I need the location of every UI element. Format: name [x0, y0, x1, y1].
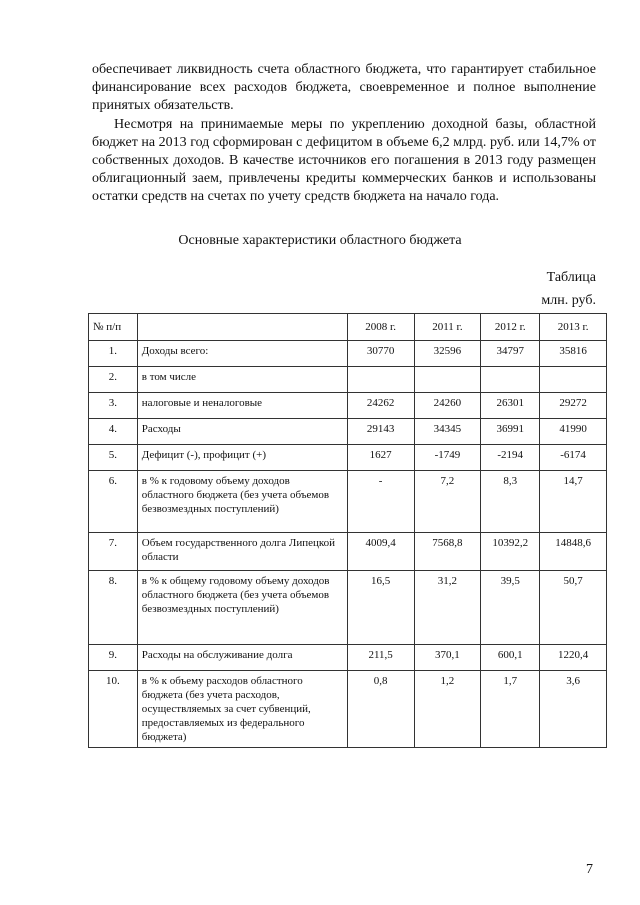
cell-name: Расходы на обслуживание долга: [137, 645, 347, 671]
cell-number: 9.: [89, 645, 138, 671]
page-number: 7: [586, 862, 593, 877]
cell-2011: 34345: [414, 419, 481, 445]
cell-number: 3.: [89, 393, 138, 419]
cell-name: Расходы: [137, 419, 347, 445]
table-units: млн. руб.: [541, 293, 596, 308]
cell-2013: 14848,6: [540, 533, 607, 571]
cell-2013: 1220,4: [540, 645, 607, 671]
header-2012: 2012 г.: [481, 314, 540, 341]
table-row: [89, 645, 607, 671]
body-paragraph-2: Несмотря на принимаемые меры по укреплению доходной базы, областной бюджет на 2013 год сформирован с дефицитом в объеме 6,2 млрд. руб. или 14,7% от собственных доходов. В качестве источников его погашения в 2013 году размещен облигационный заем, привлечены кредиты коммерческих банков и использованы остатки средств на счетах по учету средств бюджета на начало года.: [92, 117, 596, 204]
cell-name: в том числе: [137, 367, 347, 393]
table-row: [89, 571, 607, 645]
cell-2012: 1,7: [481, 671, 540, 748]
cell-2013: 35816: [540, 341, 607, 367]
header-number: № п/п: [89, 314, 138, 341]
cell-2008: 1627: [347, 445, 414, 471]
cell-number: 2.: [89, 367, 138, 393]
table-row: [89, 419, 607, 445]
cell-2013: -6174: [540, 445, 607, 471]
cell-2012: 600,1: [481, 645, 540, 671]
cell-2011: 7,2: [414, 471, 481, 533]
cell-2013: 14,7: [540, 471, 607, 533]
body-paragraph-1: обеспечивает ликвидность счета областного бюджета, что гарантирует стабильное финансирование всех расходов бюджета, своевременное и полное выполнение принятых обязательств.: [92, 62, 596, 113]
table-row: [89, 533, 607, 571]
cell-number: 4.: [89, 419, 138, 445]
cell-name: в % к общему годовому объему доходов областного бюджета (без учета объемов безвозмездных поступлений): [137, 571, 347, 645]
cell-2011: 31,2: [414, 571, 481, 645]
cell-2011: [414, 367, 481, 393]
table-caption: Таблица: [546, 270, 596, 285]
cell-2012: [481, 367, 540, 393]
cell-2011: 7568,8: [414, 533, 481, 571]
header-2011: 2011 г.: [414, 314, 481, 341]
cell-number: 5.: [89, 445, 138, 471]
cell-2013: 29272: [540, 393, 607, 419]
cell-2012: 39,5: [481, 571, 540, 645]
cell-number: 6.: [89, 471, 138, 533]
header-2013: 2013 г.: [540, 314, 607, 341]
cell-2012: 36991: [481, 419, 540, 445]
table-row: [89, 671, 607, 748]
cell-number: 10.: [89, 671, 138, 748]
cell-name: в % к объему расходов областного бюджета (без учета расходов, осуществляемых за счет субвенций, предоставляемых из федерального бюджета): [137, 671, 347, 748]
cell-name: Дефицит (-), профицит (+): [137, 445, 347, 471]
cell-2013: 50,7: [540, 571, 607, 645]
cell-2008: 0,8: [347, 671, 414, 748]
cell-2013: 41990: [540, 419, 607, 445]
table-row: [89, 393, 607, 419]
budget-table: [88, 313, 607, 748]
header-name: [137, 314, 347, 341]
cell-2011: 370,1: [414, 645, 481, 671]
cell-2011: 24260: [414, 393, 481, 419]
cell-2008: 4009,4: [347, 533, 414, 571]
table-title: Основные характеристики областного бюджета: [178, 233, 462, 248]
cell-2013: [540, 367, 607, 393]
cell-name: Доходы всего:: [137, 341, 347, 367]
cell-2012: 34797: [481, 341, 540, 367]
cell-2008: -: [347, 471, 414, 533]
cell-number: 8.: [89, 571, 138, 645]
table-row: [89, 471, 607, 533]
cell-2008: 24262: [347, 393, 414, 419]
cell-2011: 32596: [414, 341, 481, 367]
cell-2008: 211,5: [347, 645, 414, 671]
cell-2008: 29143: [347, 419, 414, 445]
cell-2011: -1749: [414, 445, 481, 471]
cell-number: 1.: [89, 341, 138, 367]
cell-2013: 3,6: [540, 671, 607, 748]
table-row: [89, 341, 607, 367]
table-row: [89, 367, 607, 393]
cell-2012: -2194: [481, 445, 540, 471]
cell-number: 7.: [89, 533, 138, 571]
cell-2012: 10392,2: [481, 533, 540, 571]
cell-2008: [347, 367, 414, 393]
table-row: [89, 445, 607, 471]
table-header-row: [89, 314, 607, 341]
cell-2008: 16,5: [347, 571, 414, 645]
cell-2008: 30770: [347, 341, 414, 367]
cell-2012: 8,3: [481, 471, 540, 533]
cell-name: в % к годовому объему доходов областного бюджета (без учета объемов безвозмездных поступлений): [137, 471, 347, 533]
cell-2012: 26301: [481, 393, 540, 419]
cell-name: Объем государственного долга Липецкой области: [137, 533, 347, 571]
cell-name: налоговые и неналоговые: [137, 393, 347, 419]
cell-2011: 1,2: [414, 671, 481, 748]
header-2008: 2008 г.: [347, 314, 414, 341]
